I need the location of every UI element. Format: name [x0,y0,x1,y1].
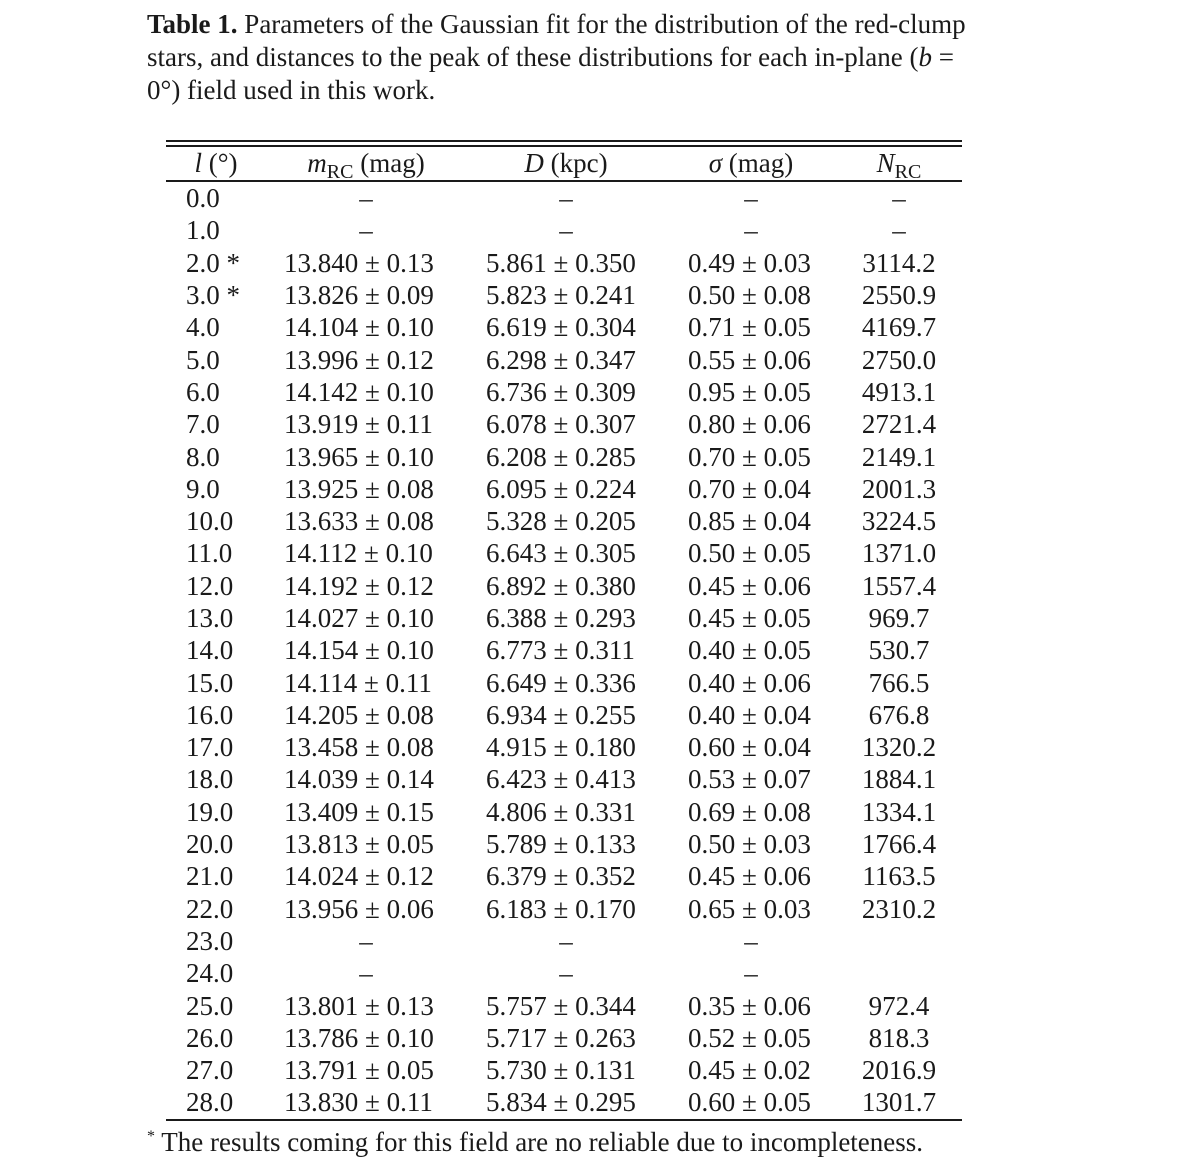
cell-longitude: 15.0 [186,667,234,698]
header-distance: D (kpc) [524,148,608,178]
cell-longitude: 0.0 [186,183,220,214]
cell-count: 972.4 [868,990,930,1021]
cell-magnitude: 14.027 ± 0.10 [284,603,434,633]
cell-magnitude: 13.826 ± 0.09 [284,280,434,311]
cell-longitude: 18.0 [186,764,234,795]
cell-magnitude: 14.024 ± 0.12 [284,861,434,892]
cell-magnitude: 14.192 ± 0.12 [284,570,434,601]
cell-longitude: 24.0 [186,958,234,989]
cell-count: 1884.1 [861,764,937,795]
cell-sigma: 0.80 ± 0.06 [688,409,811,440]
cell-magnitude: 13.791 ± 0.05 [284,1055,434,1086]
table-footnote [147,1126,923,1159]
table-row [166,699,962,731]
cell-distance: 5.757 ± 0.344 [486,990,636,1021]
cell-count: 1320.2 [861,732,937,763]
cell-distance: 6.379 ± 0.352 [486,861,636,892]
table-row [166,408,962,440]
data-table [166,147,962,1119]
cell-longitude: 12.0 [186,570,234,601]
table-row [166,247,962,279]
cell-sigma: 0.60 ± 0.04 [688,732,811,763]
cell-sigma: 0.55 ± 0.06 [688,344,811,375]
cell-sigma: 0.70 ± 0.04 [688,473,811,504]
cell-magnitude: – [359,183,373,214]
cell-count: 2310.2 [861,893,937,924]
cell-distance: 5.834 ± 0.295 [486,1087,636,1118]
cell-longitude: 21.0 [186,861,234,892]
cell-sigma: 0.49 ± 0.03 [688,247,811,278]
table-row [166,537,962,569]
cell-distance: 6.643 ± 0.305 [486,538,636,569]
table-row [166,311,962,343]
cell-distance: 4.915 ± 0.180 [486,732,636,763]
table-label: Table 1. [147,9,238,39]
cell-count: 2721.4 [861,409,937,440]
cell-longitude: 19.0 [186,796,234,827]
header-longitude: l (°) [194,148,238,178]
table-row [166,925,962,957]
cell-sigma: 0.50 ± 0.08 [688,280,811,311]
cell-count: 2550.9 [861,280,937,311]
cell-magnitude: 13.956 ± 0.06 [284,893,434,924]
table-row [166,181,962,214]
cell-magnitude: 13.996 ± 0.12 [284,344,434,375]
cell-distance: 6.298 ± 0.347 [486,344,636,375]
cell-sigma: 0.69 ± 0.08 [688,796,811,827]
cell-longitude: 8.0 [186,441,220,472]
table-row [166,893,962,925]
cell-longitude: 11.0 [186,538,233,569]
cell-magnitude: 13.840 ± 0.13 [284,247,434,278]
cell-count: 1557.4 [861,570,937,601]
cell-distance: 6.619 ± 0.304 [486,312,636,343]
cell-count: 1334.1 [861,796,937,827]
table-row [166,796,962,828]
cell-sigma: 0.40 ± 0.05 [688,635,811,666]
table-row [166,343,962,375]
cell-count: 4913.1 [861,376,937,407]
cell-longitude: 26.0 [186,1022,234,1053]
cell-distance: 4.806 ± 0.331 [486,796,636,827]
table-row [166,1054,962,1086]
cell-sigma: 0.60 ± 0.05 [688,1087,811,1118]
cell-distance: 5.789 ± 0.133 [486,829,636,860]
cell-sigma: 0.52 ± 0.05 [688,1022,811,1053]
cell-sigma: 0.95 ± 0.05 [688,376,811,407]
cell-count: – [892,215,906,246]
caption-text-before: Parameters of the Gaussian fit for the distribution of the red-clump stars, and distances to the peak of these distributions for each in-plane ( [147,9,966,72]
cell-count: 1766.4 [861,829,937,860]
cell-longitude: 13.0 [186,603,234,633]
cell-distance: 6.095 ± 0.224 [486,473,636,504]
cell-longitude: 25.0 [186,990,234,1021]
cell-longitude: 17.0 [186,732,234,763]
cell-distance: 6.183 ± 0.170 [486,893,636,924]
header-count: $N_{RC}$ [876,148,922,183]
cell-magnitude: 13.458 ± 0.08 [284,732,434,763]
cell-distance: 6.649 ± 0.336 [486,667,636,698]
table-row [166,957,962,989]
cell-sigma: – [744,958,758,989]
top-rule [166,140,962,142]
cell-distance: 5.823 ± 0.241 [486,280,636,311]
cell-count: 2001.3 [861,473,937,504]
cell-longitude: 14.0 [186,635,234,666]
cell-sigma: 0.40 ± 0.06 [688,667,811,698]
cell-count: 530.7 [868,635,930,666]
table-caption [147,8,987,107]
cell-magnitude: 13.919 ± 0.11 [284,409,433,440]
cell-distance: 6.208 ± 0.285 [486,441,636,472]
cell-magnitude: 14.142 ± 0.10 [284,376,434,407]
header-magnitude: $m_{RC}$ (mag) [307,148,425,183]
cell-magnitude: 13.786 ± 0.10 [284,1022,434,1053]
bottom-rule [166,1119,962,1121]
cell-distance: 6.736 ± 0.309 [486,376,636,407]
cell-magnitude: 13.633 ± 0.08 [284,506,434,537]
cell-sigma: 0.85 ± 0.04 [688,506,811,537]
cell-longitude: 4.0 [186,312,220,343]
cell-sigma: 0.40 ± 0.04 [688,699,811,730]
cell-distance: 6.078 ± 0.307 [486,409,636,440]
table-row [166,440,962,472]
cell-distance: 5.861 ± 0.350 [486,247,636,278]
cell-count: 1371.0 [861,538,937,569]
cell-longitude: 10.0 [186,506,234,537]
cell-magnitude: 14.114 ± 0.11 [284,667,432,698]
cell-longitude: 23.0 [186,925,234,956]
footnote-mark: * [147,1128,155,1145]
cell-distance: 6.423 ± 0.413 [486,764,636,795]
cell-sigma: 0.71 ± 0.05 [688,312,811,343]
cell-count: 4169.7 [861,312,937,343]
cell-count: 3224.5 [861,506,937,537]
footnote-text: The results coming for this field are no reliable due to incompleteness. [155,1127,924,1157]
table-body [166,181,962,1119]
cell-longitude: 28.0 [186,1087,234,1118]
cell-magnitude: – [359,215,373,246]
table-row [166,634,962,666]
cell-distance: – [559,958,573,989]
table-row [166,666,962,698]
table-row [166,473,962,505]
table-row [166,570,962,602]
cell-longitude: 27.0 [186,1055,234,1086]
cell-magnitude: 13.409 ± 0.15 [284,796,434,827]
cell-magnitude: 13.830 ± 0.11 [284,1087,433,1118]
table-row [166,860,962,892]
caption-text-after: ) field used in this work. [171,75,436,105]
table-row [166,279,962,311]
cell-magnitude: 14.154 ± 0.10 [284,635,434,666]
cell-longitude: 1.0 [186,215,220,246]
cell-longitude: 2.0 * [186,247,240,278]
cell-count: 2149.1 [861,441,937,472]
cell-magnitude: 13.925 ± 0.08 [284,473,434,504]
cell-distance: – [559,183,573,214]
cell-sigma: 0.45 ± 0.06 [688,861,811,892]
cell-sigma: 0.45 ± 0.05 [688,603,811,633]
cell-distance: 5.717 ± 0.263 [486,1022,636,1053]
header-sigma: σ (mag) [708,148,794,178]
cell-count: 1163.5 [862,861,936,892]
table-header-row [166,147,962,181]
table-row [166,214,962,246]
cell-longitude: 7.0 [186,409,220,440]
cell-longitude: 20.0 [186,829,234,860]
table-row [166,376,962,408]
cell-distance: 6.388 ± 0.293 [486,603,636,633]
cell-distance: 6.934 ± 0.255 [486,699,636,730]
cell-count: – [892,183,906,214]
table-row [166,1086,962,1118]
cell-count: 2750.0 [861,344,937,375]
cell-magnitude: – [359,925,373,956]
cell-distance: 5.730 ± 0.131 [486,1055,636,1086]
cell-count: 676.8 [868,699,930,730]
cell-longitude: 6.0 [186,376,220,407]
caption-b-variable: b [918,42,933,72]
cell-longitude: 22.0 [186,893,234,924]
cell-sigma: 0.53 ± 0.07 [688,764,811,795]
cell-distance: – [559,215,573,246]
cell-longitude: 9.0 [186,473,220,504]
cell-sigma: 0.50 ± 0.03 [688,829,811,860]
cell-distance: – [559,925,573,956]
cell-sigma: 0.45 ± 0.02 [688,1055,811,1086]
cell-sigma: 0.35 ± 0.06 [688,990,811,1021]
cell-count: 3114.2 [862,247,936,278]
cell-sigma: – [744,215,758,246]
cell-sigma: 0.45 ± 0.06 [688,570,811,601]
cell-distance: 5.328 ± 0.205 [486,506,636,537]
cell-magnitude: 13.801 ± 0.13 [284,990,434,1021]
cell-sigma: – [744,925,758,956]
cell-sigma: 0.65 ± 0.03 [688,893,811,924]
table-row [166,505,962,537]
cell-count: 766.5 [868,667,930,698]
cell-count: 2016.9 [861,1055,937,1086]
table-row [166,828,962,860]
table-row [166,763,962,795]
cell-magnitude: – [359,958,373,989]
cell-distance: 6.892 ± 0.380 [486,570,636,601]
cell-count: 1301.7 [861,1087,937,1118]
cell-longitude: 16.0 [186,699,234,730]
data-table-container [166,140,962,1121]
cell-magnitude: 13.965 ± 0.10 [284,441,434,472]
cell-sigma: 0.50 ± 0.05 [688,538,811,569]
caption-b-value: = 0° [147,42,955,105]
table-row [166,731,962,763]
cell-magnitude: 14.112 ± 0.10 [284,538,433,569]
cell-magnitude: 14.205 ± 0.08 [284,699,434,730]
cell-magnitude: 14.104 ± 0.10 [284,312,434,343]
cell-magnitude: 13.813 ± 0.05 [284,829,434,860]
cell-magnitude: 14.039 ± 0.14 [284,764,434,795]
cell-longitude: 5.0 [186,344,220,375]
table-row [166,602,962,634]
cell-count: 969.7 [868,603,930,633]
cell-count [836,925,962,957]
cell-sigma: 0.70 ± 0.05 [688,441,811,472]
cell-sigma: – [744,183,758,214]
table-row [166,989,962,1021]
cell-distance: 6.773 ± 0.311 [486,635,635,666]
cell-count: 818.3 [868,1022,930,1053]
cell-count [836,957,962,989]
table-row [166,1022,962,1054]
cell-longitude: 3.0 * [186,280,240,311]
